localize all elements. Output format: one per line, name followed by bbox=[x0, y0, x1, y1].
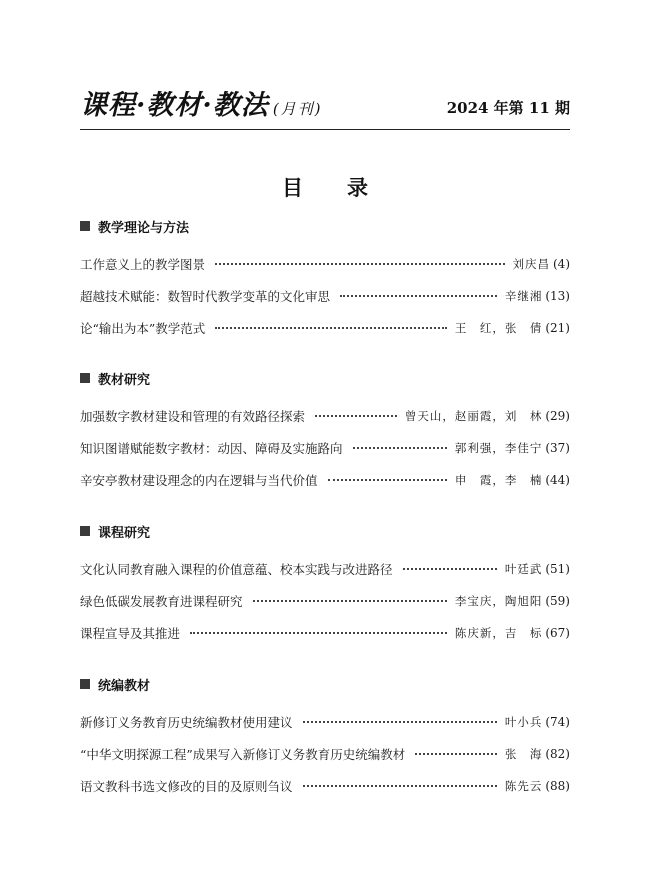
section-heading-text: 统编教材 bbox=[98, 678, 151, 694]
journal-subtitle: (月刊) bbox=[272, 100, 323, 118]
dot-leader bbox=[353, 447, 447, 449]
entry-title: 语文教科书选文修改的目的及原则刍议 bbox=[80, 779, 293, 794]
section-heading bbox=[80, 367, 570, 389]
toc-entry[interactable] bbox=[80, 706, 570, 738]
dot-leader bbox=[303, 785, 497, 787]
toc-section bbox=[80, 673, 570, 802]
entry-title: 辛安亭教材建设理念的内在逻辑与当代价值 bbox=[80, 473, 318, 488]
entry-page: (51) bbox=[545, 562, 570, 576]
toc-title: 目录 bbox=[282, 176, 412, 200]
section-heading-text: 教学理论与方法 bbox=[98, 220, 190, 236]
dot-leader bbox=[253, 600, 447, 602]
entry-author: 叶小兵 bbox=[504, 715, 543, 729]
entry-page: (13) bbox=[545, 289, 570, 303]
toc-entry[interactable] bbox=[80, 432, 570, 464]
entry-title: 超越技术赋能：数智时代教学变革的文化审思 bbox=[80, 289, 331, 304]
entry-page: (4) bbox=[553, 257, 570, 271]
header-rule bbox=[80, 129, 570, 130]
entry-title: 新修订义务教育历史统编教材使用建议 bbox=[80, 715, 293, 730]
section-heading bbox=[80, 520, 570, 542]
entry-title: 工作意义上的教学图景 bbox=[80, 257, 206, 272]
entry-title: 加强数字教材建设和管理的有效路径探索 bbox=[80, 409, 306, 424]
entry-author: 张 海 bbox=[504, 747, 543, 761]
section-heading-text: 课程研究 bbox=[98, 525, 151, 541]
entry-title: 知识图谱赋能数字教材：动因、障碍及实施路向 bbox=[80, 441, 343, 456]
square-bullet-icon bbox=[80, 526, 90, 536]
toc-entry[interactable] bbox=[80, 617, 570, 649]
square-bullet-icon bbox=[80, 373, 90, 383]
entry-author: 陈先云 bbox=[504, 779, 543, 793]
entry-author: 辛继湘 bbox=[504, 289, 543, 303]
entry-page: (21) bbox=[545, 321, 570, 335]
issue-number: 2024 年第 11 期 bbox=[446, 99, 570, 117]
entry-page: (74) bbox=[545, 715, 570, 729]
dot-leader bbox=[215, 327, 447, 329]
toc-entry[interactable] bbox=[80, 738, 570, 770]
dot-leader bbox=[340, 295, 497, 297]
square-bullet-icon bbox=[80, 679, 90, 689]
toc-section bbox=[80, 520, 570, 649]
entry-title: “中华文明探源工程”成果写入新修订义务教育历史统编教材 bbox=[80, 747, 406, 762]
journal-header bbox=[80, 88, 570, 130]
toc-entry[interactable] bbox=[80, 400, 570, 432]
dot-leader bbox=[315, 415, 397, 417]
entry-title: 论“输出为本”教学范式 bbox=[80, 321, 206, 336]
section-heading-text: 教材研究 bbox=[98, 372, 151, 388]
entry-page: (59) bbox=[545, 594, 570, 608]
dot-leader bbox=[190, 632, 447, 634]
dot-leader bbox=[403, 568, 497, 570]
toc-section bbox=[80, 367, 570, 496]
section-heading bbox=[80, 673, 570, 695]
entry-author: 郭利强，李佳宁 bbox=[454, 441, 543, 455]
entry-author: 王 红，张 倩 bbox=[454, 321, 543, 335]
entry-author: 陈庆新，吉 标 bbox=[454, 626, 543, 640]
toc-entry[interactable] bbox=[80, 770, 570, 802]
toc-entry[interactable] bbox=[80, 280, 570, 312]
toc-entry[interactable] bbox=[80, 312, 570, 344]
entry-author: 刘庆昌 bbox=[512, 257, 550, 271]
journal-title-text: 课程·教材·教法 bbox=[80, 90, 269, 121]
entry-author: 曾天山，赵丽霞，刘 林 bbox=[404, 409, 543, 423]
toc-entry[interactable] bbox=[80, 585, 570, 617]
dot-leader bbox=[303, 721, 497, 723]
toc-entry[interactable] bbox=[80, 248, 570, 280]
entry-title: 文化认同教育融入课程的价值意蕴、校本实践与改进路径 bbox=[80, 562, 393, 577]
journal-title bbox=[80, 83, 323, 122]
toc-entry[interactable] bbox=[80, 464, 570, 496]
entry-page: (67) bbox=[545, 626, 570, 640]
dot-leader bbox=[415, 753, 497, 755]
entry-page: (37) bbox=[545, 441, 570, 455]
entry-author: 叶廷武 bbox=[504, 562, 543, 576]
entry-author: 李宝庆，陶旭阳 bbox=[454, 594, 543, 608]
dot-leader bbox=[328, 479, 447, 481]
square-bullet-icon bbox=[80, 221, 90, 231]
entry-page: (29) bbox=[545, 409, 570, 423]
toc-section bbox=[80, 215, 570, 344]
entry-page: (88) bbox=[545, 779, 570, 793]
entry-author: 申 霞，李 楠 bbox=[454, 473, 543, 487]
dot-leader bbox=[215, 263, 504, 265]
section-heading bbox=[80, 215, 570, 237]
toc-entry[interactable] bbox=[80, 553, 570, 585]
entry-page: (44) bbox=[545, 473, 570, 487]
entry-title: 课程宣导及其推进 bbox=[80, 626, 181, 641]
entry-page: (82) bbox=[545, 747, 570, 761]
entry-title: 绿色低碳发展教育进课程研究 bbox=[80, 594, 243, 609]
